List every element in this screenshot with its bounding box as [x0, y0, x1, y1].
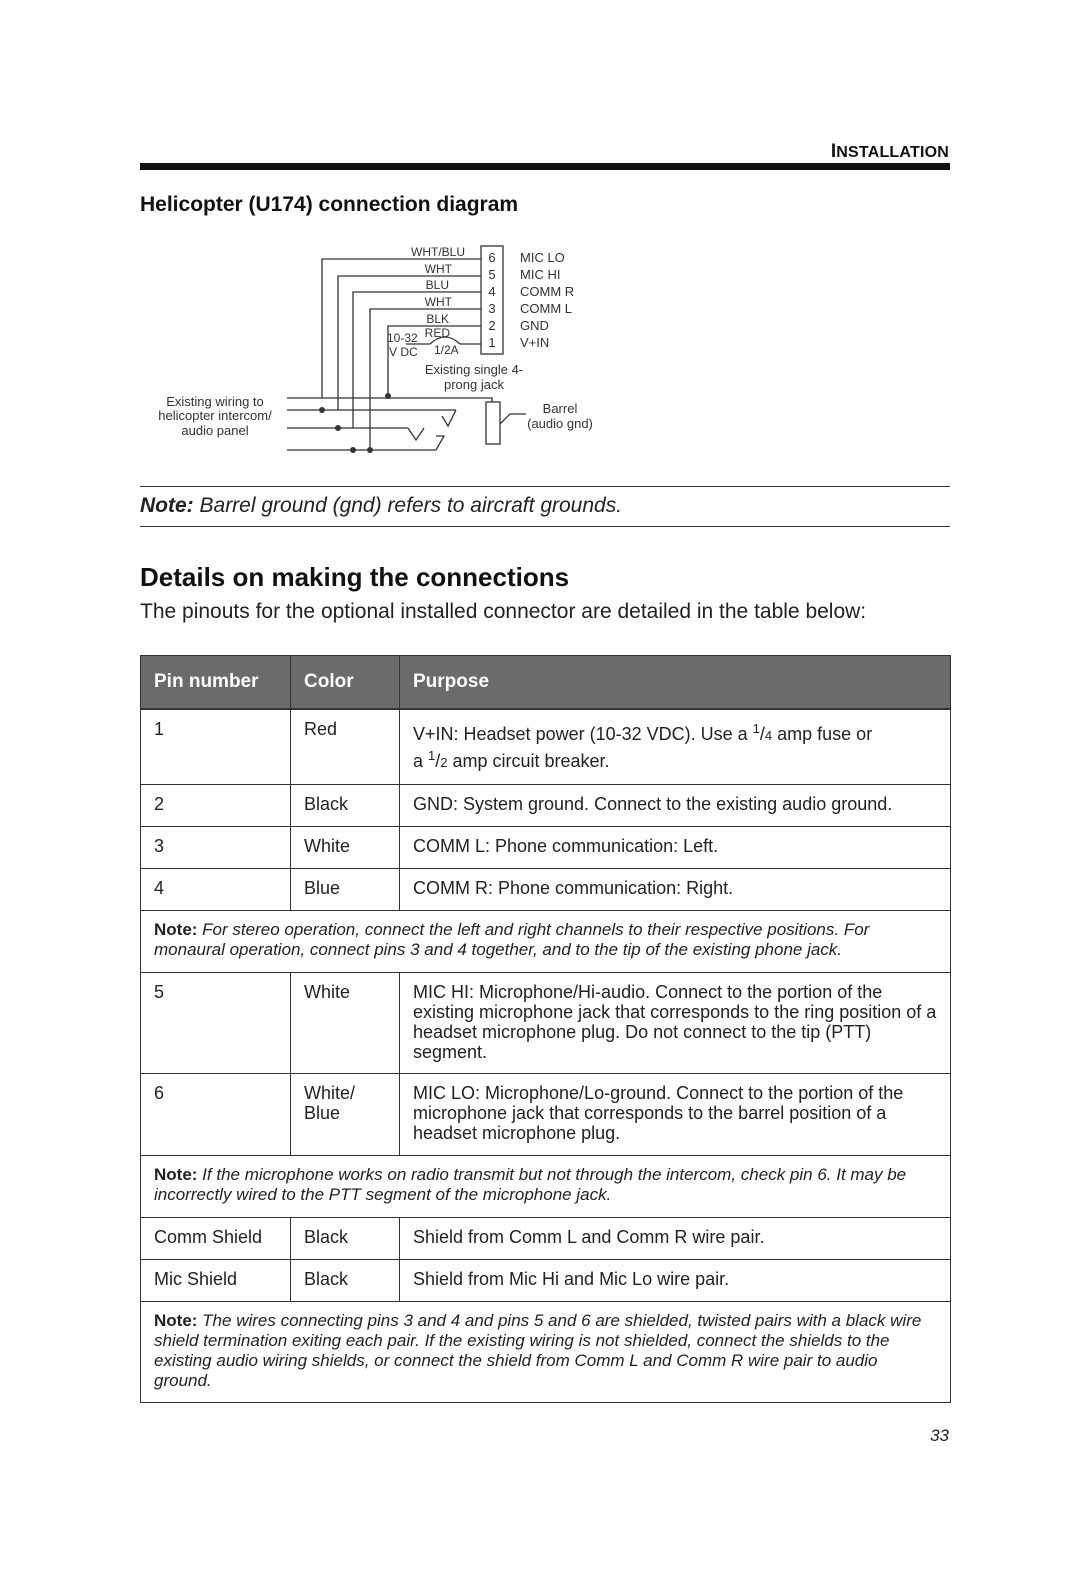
diagram-title: Helicopter (U174) connection diagram — [140, 193, 519, 216]
details-heading: Details on making the connections — [140, 562, 570, 592]
wire-label-4: BLU — [425, 278, 449, 292]
diagram-note: Note: Barrel ground (gnd) refers to aircraft grounds. — [140, 486, 950, 527]
pin-name-4: COMM R — [520, 284, 575, 299]
wire-label-6: WHT/BLU — [411, 245, 465, 259]
color-cell: Black — [291, 1217, 400, 1259]
pin-cell: 6 — [141, 1073, 291, 1155]
pin-cell: Mic Shield — [141, 1259, 291, 1301]
pin-name-1: V+IN — [520, 335, 550, 350]
pin-cell: 1 — [141, 709, 291, 785]
table-row — [141, 784, 951, 826]
wire-label-3: WHT — [424, 295, 452, 309]
fuse-label: 1/2A — [434, 343, 459, 357]
header-color: Color — [291, 656, 400, 709]
pinout-table — [140, 655, 951, 1403]
pin-cell: 3 — [141, 826, 291, 868]
page-number: 33 — [930, 1426, 949, 1445]
pin-name-2: GND — [520, 318, 549, 333]
pin-number-4: 4 — [488, 284, 496, 299]
color-cell: Black — [291, 784, 400, 826]
color-cell: Red — [291, 709, 400, 785]
barrel-label: Barrel — [542, 401, 578, 416]
pin-name-5: MIC HI — [520, 267, 561, 282]
table-row — [141, 868, 951, 910]
barrel-jack — [486, 402, 500, 444]
connection-diagram — [140, 238, 620, 460]
purpose-cell: Shield from Comm L and Comm R wire pair. — [400, 1217, 951, 1259]
section-label: INSTALLATION — [830, 141, 949, 162]
pin-number-1: 1 — [488, 335, 496, 350]
pin-cell: 5 — [141, 972, 291, 1073]
barrel-label-2: (audio gnd) — [527, 416, 593, 431]
table-row — [141, 826, 951, 868]
purpose-cell: V+IN: Headset power (10-32 VDC). Use a $^1$/4 amp fuse or a $^1$/2 amp circuit breaker. — [400, 709, 951, 785]
wire-blu — [287, 292, 481, 428]
pin-cell: 2 — [141, 784, 291, 826]
header-pin-number: Pin number — [141, 656, 291, 709]
table-row — [141, 1217, 951, 1259]
pin-number-3: 3 — [488, 301, 496, 316]
table-row — [141, 709, 951, 785]
pin-number-6: 6 — [488, 250, 496, 265]
header-purpose: Purpose — [400, 656, 951, 709]
color-cell: White/ Blue — [291, 1073, 400, 1155]
table-row — [141, 1259, 951, 1301]
pin-number-5: 5 — [488, 267, 496, 282]
voltage-label: 10-32 — [387, 331, 418, 345]
jack-label: Existing single 4- — [424, 362, 524, 377]
voltage-label-2: V DC — [389, 345, 418, 359]
jack-label-2: prong jack — [444, 377, 504, 392]
purpose-cell: MIC LO: Microphone/Lo-ground. Connect to the portion of the microphone jack that corresponds to the barrel position of a headset microphone plug. — [400, 1073, 951, 1155]
wire-label-1: RED — [424, 326, 450, 340]
wire-label-5: WHT — [424, 262, 452, 276]
pin-name-3: COMM L — [520, 301, 572, 316]
color-cell: White — [291, 972, 400, 1073]
intro-text: The pinouts for the optional installed connector are detailed in the table below: — [140, 600, 867, 623]
table-header-row — [141, 656, 951, 709]
table-note: Note: For stereo operation, connect the left and right channels to their respective positions. For monaural operation, connect pins 3 and 4 together, and to the tip of the existing phone jack. — [141, 910, 951, 972]
color-cell: Blue — [291, 868, 400, 910]
table-row — [141, 1073, 951, 1155]
table-note: Note: If the microphone works on radio transmit but not through the intercom, check pin 6. It may be incorrectly wired to the PTT segment of the microphone jack. — [141, 1155, 951, 1217]
color-cell: White — [291, 826, 400, 868]
purpose-cell: GND: System ground. Connect to the existing audio ground. — [400, 784, 951, 826]
pin-number-2: 2 — [488, 318, 496, 333]
wiring-label: Existing wiring to — [166, 394, 264, 409]
pin-name-6: MIC LO — [520, 250, 565, 265]
table-note-row — [141, 910, 951, 972]
pin-cell: 4 — [141, 868, 291, 910]
purpose-cell: COMM L: Phone communication: Left. — [400, 826, 951, 868]
table-note-row — [141, 1301, 951, 1402]
pin-cell: Comm Shield — [141, 1217, 291, 1259]
purpose-cell: MIC HI: Microphone/Hi-audio. Connect to the portion of the existing microphone jack that corresponds to the ring position of a headset microphone plug. Do not connect to the tip (PTT) segment. — [400, 972, 951, 1073]
table-row — [141, 972, 951, 1073]
wire-label-2: BLK — [426, 312, 449, 326]
table-note: Note: The wires connecting pins 3 and 4 and pins 5 and 6 are shielded, twisted pairs with a black wire shield termination exiting each pair. If the existing wiring is not shielded, connect the shields to the existing audio wiring shields, or connect the shield from Comm L and Comm R wire pair to audio ground. — [141, 1301, 951, 1402]
purpose-cell: COMM R: Phone communication: Right. — [400, 868, 951, 910]
header-rule — [140, 163, 950, 170]
wiring-label-3: audio panel — [181, 423, 249, 438]
wiring-label-2: helicopter intercom/ — [158, 408, 272, 423]
purpose-cell: Shield from Mic Hi and Mic Lo wire pair. — [400, 1259, 951, 1301]
color-cell: Black — [291, 1259, 400, 1301]
table-note-row — [141, 1155, 951, 1217]
